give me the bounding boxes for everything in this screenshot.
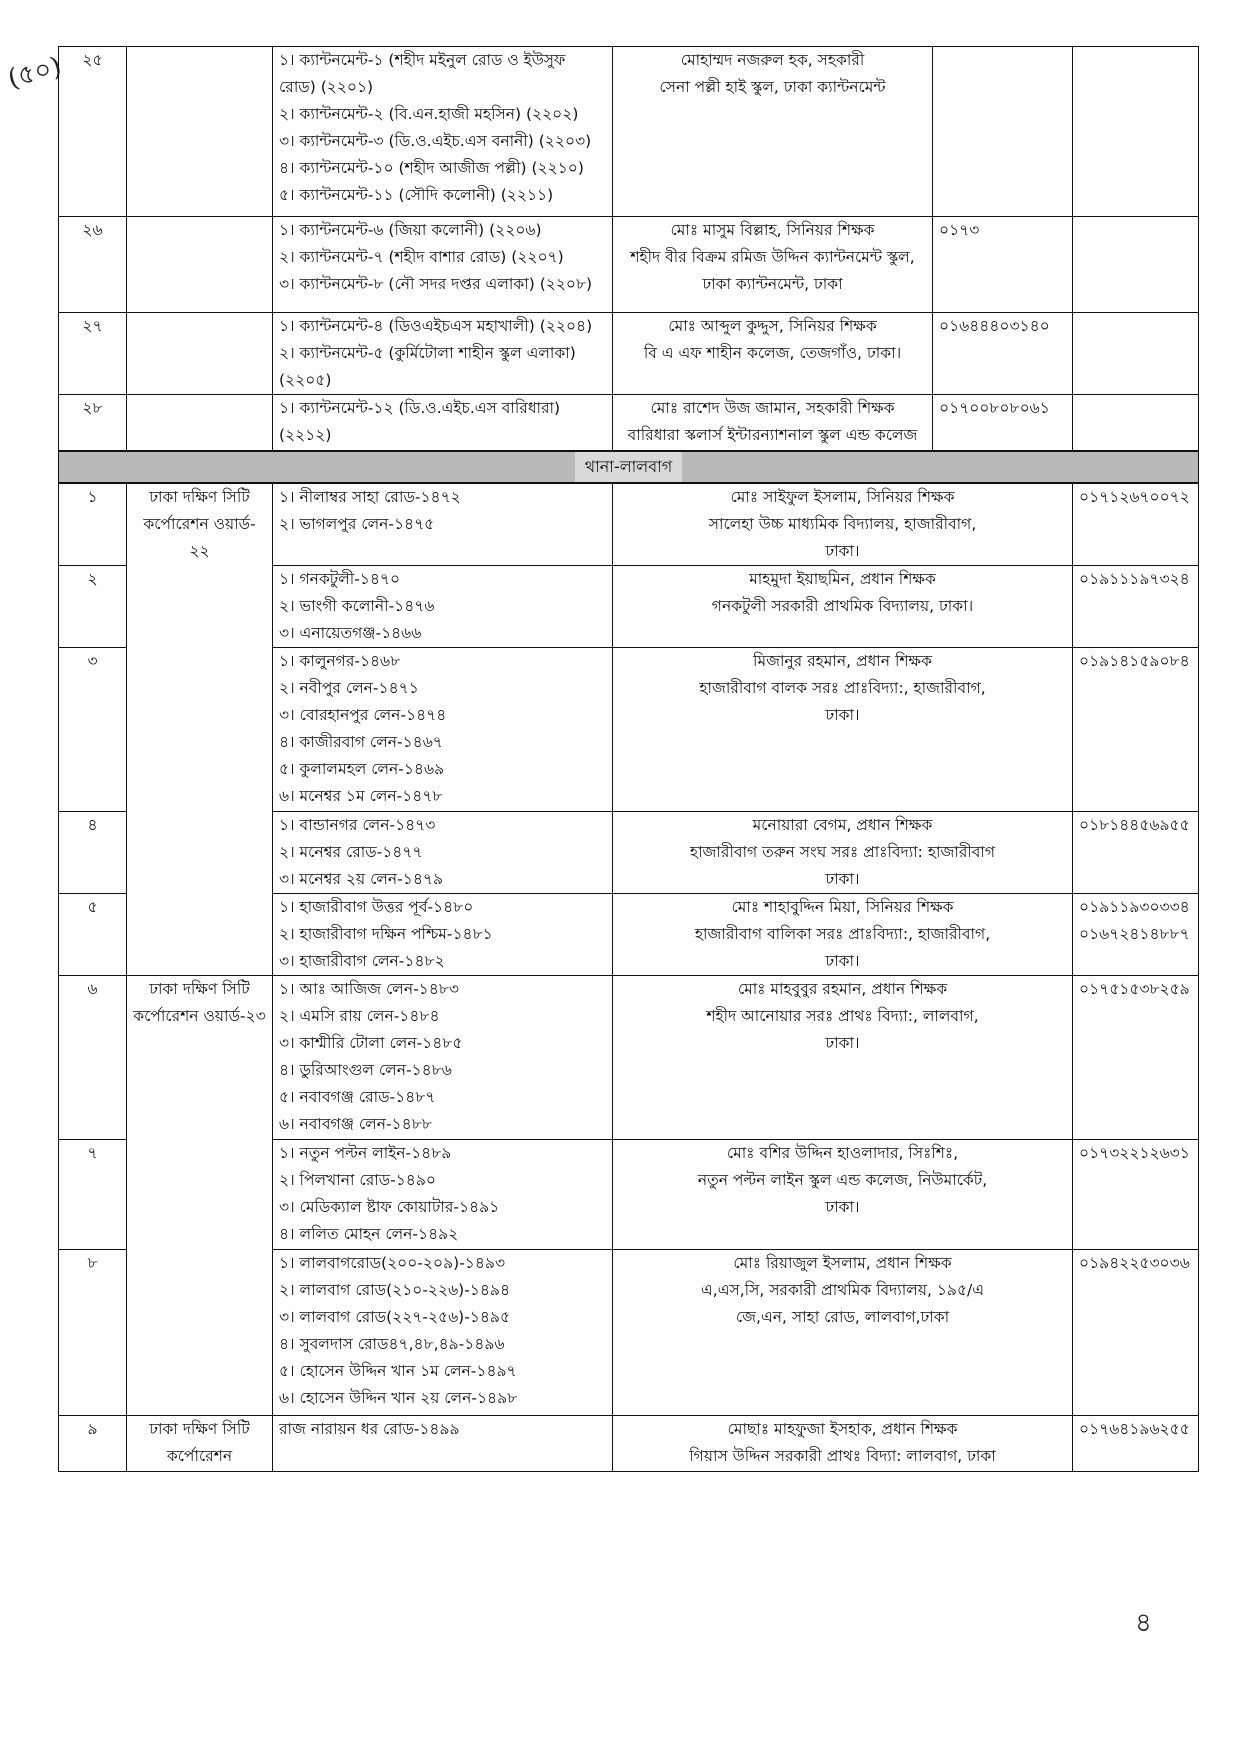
phone-cell: ০১৭৩ (933, 217, 1073, 313)
section-band (59, 451, 1199, 483)
officer-cell: মোঃ মাহবুবুর রহমান, প্রধান শিক্ষক শহীদ আনোয়ার সরঃ প্রাথঃ বিদ্যা:, লালবাগ, ঢাকা। (613, 975, 1073, 1139)
phone-cell: ০১৯১১১৯৭৩২৪ (1073, 565, 1199, 647)
phone-cell: ০১৭৬৪১৯৬২৫৫ (1073, 1415, 1199, 1471)
sub-area-cell: ১। বান্ডানগর লেন-১৪৭৩ ২। মনেশ্বর রোড-১৪৭৭ ৩। মনেশ্বর ২য় লেন-১৪৭৯ (273, 811, 613, 893)
serial-cell: ২৫ (59, 47, 127, 217)
section-number: ৪ (1135, 1608, 1152, 1638)
table-row (59, 395, 1199, 451)
sub-area-cell: ১। ক্যান্টনমেন্ট-১ (শহীদ মইনুল রোড ও ইউসুফ রোড) (২২০১) ২। ক্যান্টনমেন্ট-২ (বি.এন.হাজী মহসিন) (২২০২) ৩। ক্যান্টনমেন্ট-৩ (ডি.ও.এইচ.এস বনানী) (২২০৩) ৪। ক্যান্টনমেন্ট-১০ (শহীদ আজীজ পল্লী) (২২১০) ৫। ক্যান্টনমেন্ট-১১ (সৌদি কলোনী) (২২১১) (273, 47, 613, 217)
sub-area-cell: ১। লালবাগরোড(২০০-২০৯)-১৪৯৩ ২। লালবাগ রোড(২১০-২২৬)-১৪৯৪ ৩। লালবাগ রোড(২২৭-২৫৬)-১৪৯৫ ৪। সুবলদাস রোড৪৭,৪৮,৪৯-১৪৯৬ ৫। হোসেন উদ্দিন খান ১ম লেন-১৪৯৭ ৬। হোসেন উদ্দিন খান ২য় লেন-১৪৯৮ (273, 1249, 613, 1415)
sub-area-cell: ১। ক্যান্টনমেন্ট-৪ (ডিওএইচএস মহাখালী) (২২০৪) ২। ক্যান্টনমেন্ট-৫ (কুর্মিটোলা শাহীন স্কুল এলাকা) (২২০৫) (273, 313, 613, 395)
officer-cell: মাহমুদা ইয়াছমিন, প্রধান শিক্ষক গনকটুলী সরকারী প্রাথমিক বিদ্যালয়, ঢাকা। (613, 565, 1073, 647)
area-cell (127, 217, 273, 313)
serial-cell: ৪ (59, 811, 127, 893)
sub-area-cell: ১। ক্যান্টনমেন্ট-৬ (জিয়া কলোনী) (২২০৬) ২। ক্যান্টনমেন্ট-৭ (শহীদ বাশার রোড) (২২০৭) ৩। ক্যান্টনমেন্ট-৮ (নৌ সদর দপ্তর এলাকা) (২২০৮) (273, 217, 613, 313)
blank-cell (1073, 313, 1199, 395)
ward-label: ঢাকা দক্ষিণ সিটি কর্পোরেশন ওয়ার্ড-২৩ (133, 979, 266, 1025)
serial-cell: ১ (59, 483, 127, 566)
area-cell (127, 483, 273, 976)
table-row (59, 483, 1199, 566)
serial-cell: ২৬ (59, 217, 127, 313)
phone-cell: ০১৯১৪১৫৯০৮৪ (1073, 647, 1199, 811)
table-row (59, 217, 1199, 313)
sub-area-cell: ১। গনকটুলী-১৪৭০ ২। ভাংগী কলোনী-১৪৭৬ ৩। এনায়েতগঞ্জ-১৪৬৬ (273, 565, 613, 647)
officer-cell: মোহাম্মদ নজরুল হক, সহকারী সেনা পল্লী হাই স্কুল, ঢাকা ক্যান্টনমেন্ট (613, 47, 933, 217)
serial-cell: ৫ (59, 893, 127, 975)
serial-cell: ৯ (59, 1415, 127, 1471)
table-row (59, 313, 1199, 395)
sub-area-cell: ১। আঃ আজিজ লেন-১৪৮৩ ২। এমসি রায় লেন-১৪৮৪ ৩। কাশ্মীরি টোলা লেন-১৪৮৫ ৪। ডুরিআংগুল লেন-১৪৮৬ ৫। নবাবগঞ্জ রোড-১৪৮৭ ৬। নবাবগঞ্জ লেন-১৪৮৮ (273, 975, 613, 1139)
officer-cell: মোঃ বশির উদ্দিন হাওলাদার, সিঃশিঃ, নতুন পল্টন লাইন স্কুল এন্ড কলেজ, নিউমার্কেট, ঢাকা। (613, 1139, 1073, 1249)
phone-cell: ০১৯৪২২৫৩০৩৬ (1073, 1249, 1199, 1415)
phone-cell: ০১৬৪৪৪০৩১৪০ (933, 313, 1073, 395)
page-number: (৫০) (4, 51, 65, 95)
officer-cell: মিজানুর রহমান, প্রধান শিক্ষক হাজারীবাগ বালক সরঃ প্রাঃবিদ্যা:, হাজারীবাগ, ঢাকা। (613, 647, 1073, 811)
sub-area-cell: ১। নীলাম্বর সাহা রোড-১৪৭২ ২। ভাগলপুর লেন-১৪৭৫ (273, 483, 613, 566)
serial-cell: ৩ (59, 647, 127, 811)
serial-cell: ৬ (59, 975, 127, 1139)
phone-cell: ০১৭০০৮০৮০৬১ (933, 395, 1073, 451)
officer-cell: মোঃ সাইফুল ইসলাম, সিনিয়র শিক্ষক সালেহা উচ্চ মাধ্যমিক বিদ্যালয়, হাজারীবাগ, ঢাকা। (613, 483, 1073, 566)
area-cell (127, 395, 273, 451)
officer-cell: মোছাঃ মাহফুজা ইসহাক, প্রধান শিক্ষক গিয়াস উদ্দিন সরকারী প্রাথঃ বিদ্যা: লালবাগ, ঢাকা (613, 1415, 1073, 1471)
area-cell (127, 1415, 273, 1471)
area-cell (127, 47, 273, 217)
serial-cell: ৭ (59, 1139, 127, 1249)
serial-cell: ২৮ (59, 395, 127, 451)
officer-cell: মনোয়ারা বেগম, প্রধান শিক্ষক হাজারীবাগ তরুন সংঘ সরঃ প্রাঃবিদ্যা: হাজারীবাগ ঢাকা। (613, 811, 1073, 893)
table-row (59, 975, 1199, 1139)
phone-cell (933, 47, 1073, 217)
officer-cell: মোঃ শাহাবুদ্দিন মিয়া, সিনিয়র শিক্ষক হাজারীবাগ বালিকা সরঃ প্রাঃবিদ্যা:, হাজারীবাগ, ঢাকা। (613, 893, 1073, 975)
phone-cell: ০১৭৩২২১২৬৩১ (1073, 1139, 1199, 1249)
sub-area-cell: ১। ক্যান্টনমেন্ট-১২ (ডি.ও.এইচ.এস বারিধারা) (২২১২) (273, 395, 613, 451)
serial-cell: ৮ (59, 1249, 127, 1415)
blank-cell (1073, 47, 1199, 217)
sub-area-cell: রাজ নারায়ন ধর রোড-১৪৯৯ (273, 1415, 613, 1471)
officer-cell: মোঃ মাসুম বিল্লাহ, সিনিয়র শিক্ষক শহীদ বীর বিক্রম রমিজ উদ্দিন ক্যান্টনমেন্ট স্কুল, ঢাকা ক্যান্টনমেন্ট, ঢাকা (613, 217, 933, 313)
ward-label: ঢাকা দক্ষিণ সিটি কর্পোরেশন (149, 1419, 250, 1465)
blank-cell (1073, 217, 1199, 313)
phone-cell: ০১৭৫১৫৩৮২৫৯ (1073, 975, 1199, 1139)
area-cell (127, 313, 273, 395)
table-row (59, 47, 1199, 217)
voter-area-officer-table (58, 46, 1199, 1472)
section-title: থানা-লালবাগ (575, 452, 682, 482)
officer-cell: মোঃ আব্দুল কুদ্দুস, সিনিয়র শিক্ষক বি এ এফ শাহীন কলেজ, তেজগাঁও, ঢাকা। (613, 313, 933, 395)
serial-cell: ২৭ (59, 313, 127, 395)
sub-area-cell: ১। কালুনগর-১৪৬৮ ২। নবীপুর লেন-১৪৭১ ৩। বোরহানপুর লেন-১৪৭৪ ৪। কাজীরবাগ লেন-১৪৬৭ ৫। কুলালমহল লেন-১৪৬৯ ৬। মনেশ্বর ১ম লেন-১৪৭৮ (273, 647, 613, 811)
officer-cell: মোঃ রিয়াজুল ইসলাম, প্রধান শিক্ষক এ,এস,সি, সরকারী প্রাথমিক বিদ্যালয়, ১৯৫/এ জে,এন, সাহা রোড, লালবাগ,ঢাকা (613, 1249, 1073, 1415)
sub-area-cell: ১। নতুন পল্টন লাইন-১৪৮৯ ২। পিলখানা রোড-১৪৯০ ৩। মেডিক্যাল ষ্টাফ কোয়াটার-১৪৯১ ৪। ললিত মোহন লেন-১৪৯২ (273, 1139, 613, 1249)
officer-cell: মোঃ রাশেদ উজ জামান, সহকারী শিক্ষক বারিধারা স্কলার্স ইন্টারন্যাশনাল স্কুল এন্ড কলেজ (613, 395, 933, 451)
serial-cell: ২ (59, 565, 127, 647)
area-cell (127, 975, 273, 1415)
phone-cell: ০১৭১২৬৭০০৭২ (1073, 483, 1199, 566)
ward-label: ঢাকা দক্ষিণ সিটি কর্পোরেশন ওয়ার্ড- ২২ (143, 487, 256, 560)
phone-cell: ০১৯১১৯৩০৩৩৪ ০১৬৭২৪১৪৮৮৭ (1073, 893, 1199, 975)
sub-area-cell: ১। হাজারীবাগ উত্তর পূর্ব-১৪৮০ ২। হাজারীবাগ দক্ষিন পশ্চিম-১৪৮১ ৩। হাজারীবাগ লেন-১৪৮২ (273, 893, 613, 975)
phone-cell: ০১৮১৪৪৫৬৯৫৫ (1073, 811, 1199, 893)
blank-cell (1073, 395, 1199, 451)
table-row (59, 1415, 1199, 1471)
